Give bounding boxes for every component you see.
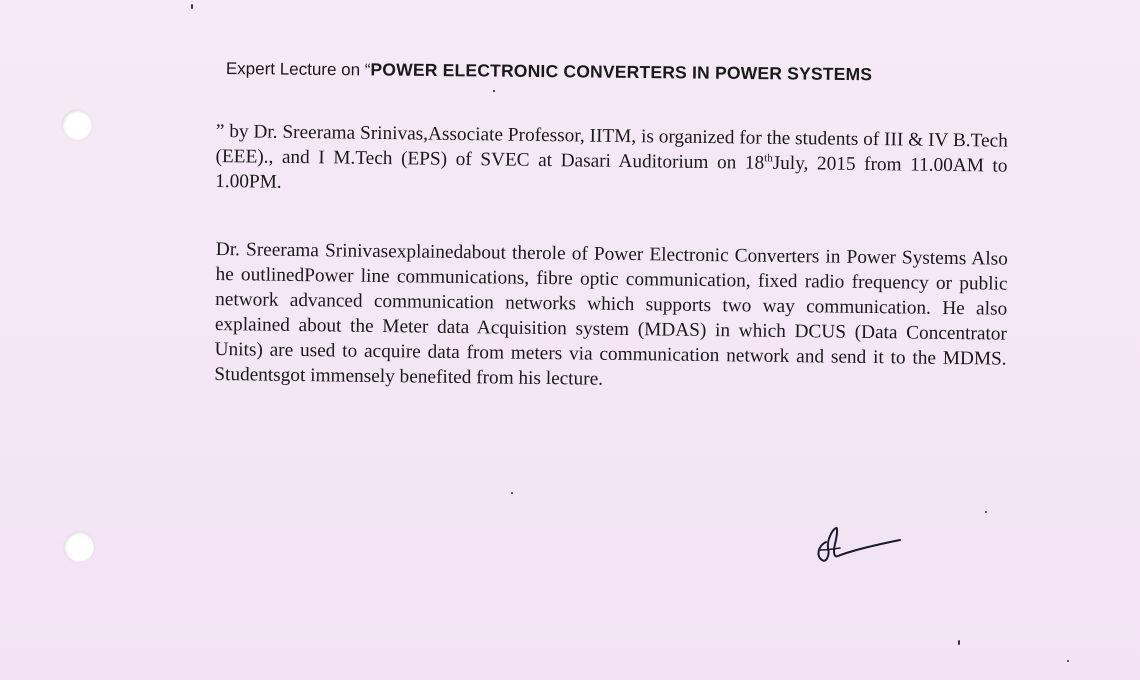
lecture-title bbox=[226, 58, 1016, 87]
scan-speck bbox=[958, 640, 960, 645]
title-topic: POWER ELECTRONIC CONVERTERS IN POWER SYSTEMS bbox=[370, 59, 873, 85]
scan-speck bbox=[1067, 660, 1069, 662]
date-ordinal-suffix: th bbox=[764, 152, 773, 165]
scan-speck bbox=[493, 90, 495, 92]
scan-speck bbox=[985, 511, 987, 513]
punch-hole-top bbox=[62, 110, 92, 140]
punch-hole-bottom bbox=[64, 532, 94, 562]
lecture-summary-paragraph: Dr. Sreerama Srinivasexplainedabout therole of Power Electronic Converters in Power Systems Also he outlinedPower line communications, fibre optic communication, fixed radio frequency or public network advanced communication networks which supports two way communication. He also explained about the Meter data Acquisition system (MDAS) in which DCUS (Data Concentrator Units) are used to acquire data from meters via communication network and send it to the MDMS. Studentsgot immensely benefited from his lecture. bbox=[214, 239, 1008, 391]
event-time-text: July, 2015 from 11.00AM to 1.00PM. bbox=[215, 153, 1008, 194]
event-details-paragraph bbox=[215, 119, 1008, 204]
event-details-text: ” by Dr. Sreerama Srinivas,Associate Professor, IITM, is organized for the students of III & IV B.Tech (EEE)., and I M.Tech (EPS) of SVEC at Dasari Auditorium on 18 bbox=[215, 121, 1008, 174]
scan-speck bbox=[511, 492, 513, 494]
scan-speck bbox=[191, 4, 193, 9]
title-prefix: Expert Lecture on “ bbox=[225, 58, 371, 80]
signature-image bbox=[808, 520, 908, 570]
